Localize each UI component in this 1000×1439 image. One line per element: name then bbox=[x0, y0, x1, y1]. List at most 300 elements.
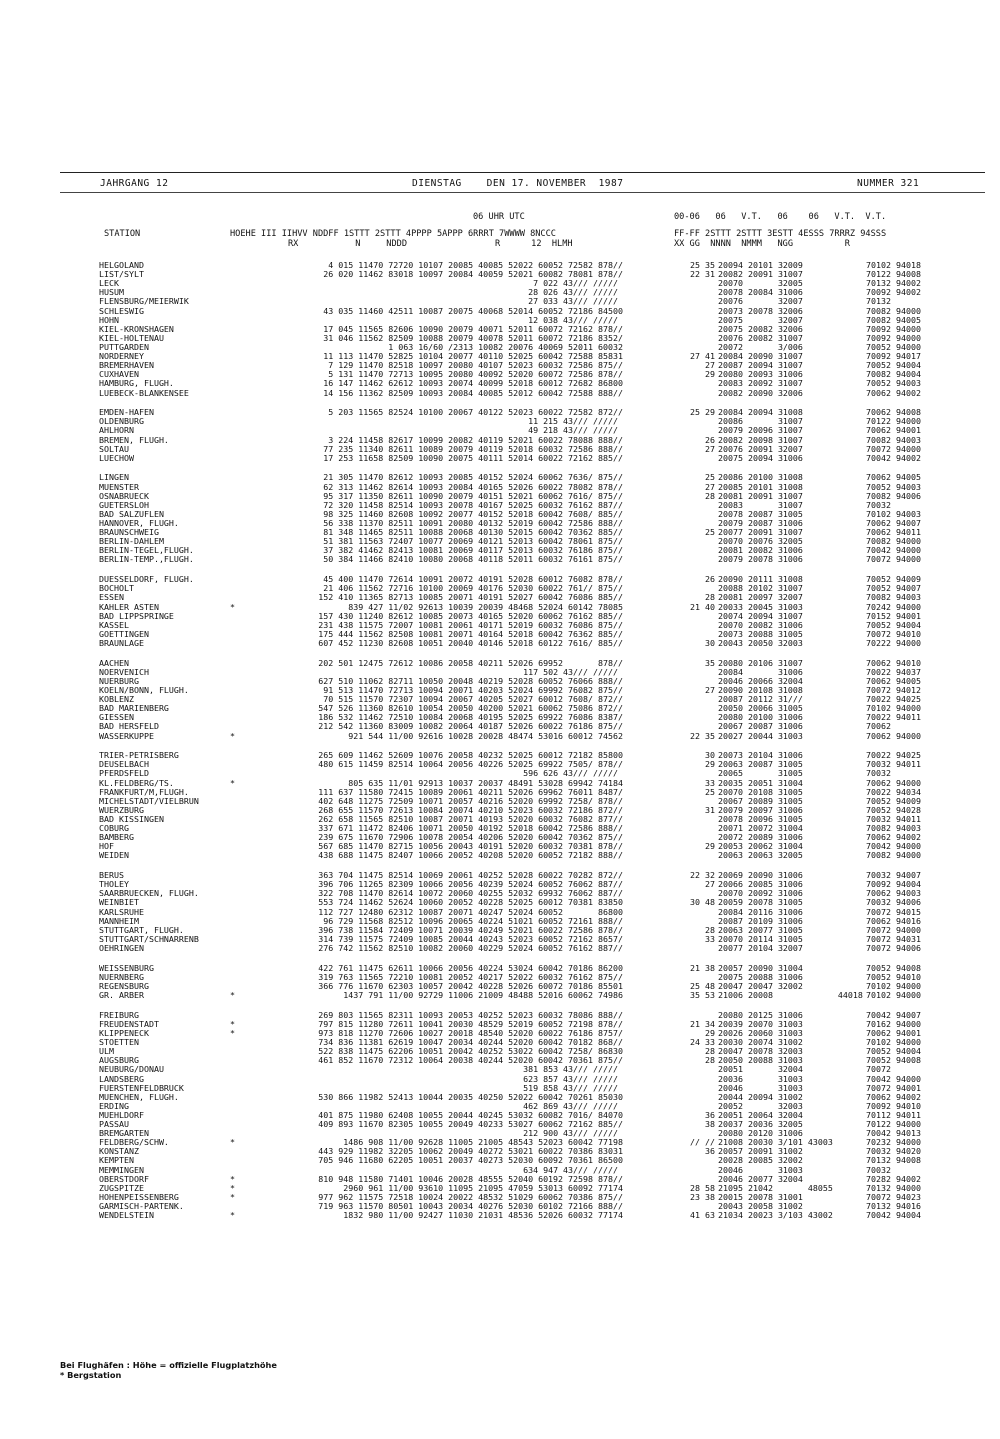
temperature-code: 20081 20097 32007 bbox=[718, 592, 803, 603]
main-observation-code: 1437 791 11/00 92729 11006 21009 48488 52016 60062 74986 bbox=[343, 990, 623, 1001]
top-rule bbox=[60, 172, 985, 173]
precip-snow-code: 70032 94011 bbox=[866, 759, 921, 770]
station-name: PASSAU bbox=[99, 1119, 129, 1130]
main-observation-code: 401 875 11980 62408 10055 20044 40245 53032 60082 7016/ 84070 bbox=[318, 1109, 623, 1120]
main-observation-code: 152 410 11365 82713 10085 20071 40191 52027 60042 76086 885// bbox=[318, 592, 623, 603]
main-observation-code: 567 685 11470 82715 10056 20043 40191 52020 60032 70381 878// bbox=[318, 841, 623, 852]
precip-snow-code: 70082 94006 bbox=[866, 490, 921, 501]
temperature-code: 20086 20100 31008 bbox=[718, 472, 803, 483]
temperature-code: 20083 20092 31007 bbox=[718, 378, 803, 389]
temperature-code: 20077 20104 32007 bbox=[718, 943, 803, 953]
gust-code: 28 bbox=[705, 1046, 715, 1057]
main-observation-code: 5 203 11565 82524 10100 20067 40122 52023 60022 72582 872// bbox=[328, 407, 623, 418]
precip-snow-code: 70042 94013 bbox=[866, 1128, 921, 1139]
precip-snow-code: 70062 94001 bbox=[866, 1027, 921, 1038]
gust-code: 28 bbox=[705, 924, 715, 935]
station-name: GOETTINGEN bbox=[99, 628, 149, 639]
temperature-code: 20052 32003 bbox=[718, 1100, 803, 1111]
temperature-code: 20030 20074 31002 bbox=[718, 1037, 803, 1048]
station-name: EMDEN-HAFEN bbox=[99, 407, 154, 418]
precip-snow-code: 70072 94012 bbox=[866, 684, 921, 695]
main-observation-code: 705 946 11680 62205 10051 20037 40273 52030 60092 70361 86500 bbox=[318, 1155, 623, 1166]
gust-code: 33 bbox=[705, 933, 715, 944]
precip-snow-code: 70052 94028 bbox=[866, 804, 921, 815]
temperature-code: 20070 20082 31006 bbox=[718, 619, 803, 630]
station-name: KIEL-KRONSHAGEN bbox=[99, 323, 174, 334]
station-name: HOHN bbox=[99, 314, 119, 325]
station-name: FRANKFURT/M,FLUGH. bbox=[99, 786, 189, 797]
main-observation-code: 337 671 11472 82406 10071 20050 40192 52018 60042 72586 888// bbox=[318, 823, 623, 834]
issue-number: NUMMER 321 bbox=[857, 178, 920, 189]
station-name: BREMGARTEN bbox=[99, 1128, 149, 1139]
temperature-code: 20047 20047 32002 bbox=[718, 980, 803, 991]
precip-snow-code: 70082 94003 bbox=[866, 592, 921, 603]
temperature-code: 20053 20062 31004 bbox=[718, 841, 803, 852]
main-observation-code: 212 542 11360 83009 10082 20064 40187 52026 60022 76186 875// bbox=[318, 721, 623, 732]
main-observation-code: 91 513 11470 72713 10094 20071 40203 52024 69992 76082 875// bbox=[323, 684, 623, 695]
station-row bbox=[60, 307, 985, 316]
temperature-code: 20070 20092 31006 bbox=[718, 888, 803, 899]
temperature-code: 20078 20096 31005 bbox=[718, 813, 803, 824]
precip-snow-code: 70062 94002 bbox=[866, 387, 921, 398]
main-observation-code: 596 626 43/// ///// bbox=[523, 768, 623, 779]
temperature-code: 20070 32005 bbox=[718, 278, 803, 289]
precip-snow-code: 70072 94000 bbox=[866, 924, 921, 935]
precip-snow-code: 70052 94008 bbox=[866, 962, 921, 973]
station-group bbox=[60, 473, 985, 564]
temperature-code: 20075 20082 32006 bbox=[718, 323, 803, 334]
temperature-code: 20067 20089 31005 bbox=[718, 795, 803, 806]
temperature-code: 20072 20089 31006 bbox=[718, 832, 803, 843]
station-group bbox=[60, 575, 985, 648]
main-observation-code: 72 320 11458 82514 10093 20078 40167 52025 60032 76162 887// bbox=[323, 499, 623, 510]
main-observation-code: 519 858 43/// ///// bbox=[523, 1082, 623, 1093]
main-observation-code: 319 763 11565 72210 10081 20052 40217 52022 60032 76162 875// bbox=[318, 971, 623, 982]
station-name: LINGEN bbox=[99, 472, 129, 483]
station-row bbox=[60, 639, 985, 648]
precip-snow-code: 70062 94011 bbox=[866, 527, 921, 538]
main-observation-code: 461 852 11670 72312 10064 20038 40244 52020 60042 70361 875// bbox=[318, 1055, 623, 1066]
temperature-code: 20080 20106 31007 bbox=[718, 657, 803, 668]
precip-snow-code: 70072 94015 bbox=[866, 906, 921, 917]
gust-code: 30 bbox=[705, 637, 715, 648]
main-code-heading: HOEHE III IIHVV NDDFF 1STTT 2STTT 4PPPP 5APPP 6RRRT 7WWWW 8NCCC bbox=[230, 229, 556, 239]
precip-snow-code: 70062 94000 bbox=[866, 777, 921, 788]
temperature-code: 20059 20078 31005 bbox=[718, 897, 803, 908]
main-observation-code: 11 113 11470 52825 10104 20077 40110 52025 60042 72588 85831 bbox=[323, 351, 623, 362]
main-observation-code: 239 675 11670 72906 10078 20054 40206 52020 60042 70362 875// bbox=[318, 832, 623, 843]
precip-snow-code: 70072 94010 bbox=[866, 628, 921, 639]
station-row bbox=[60, 417, 985, 426]
temperature-code: 20084 20116 31006 bbox=[718, 906, 803, 917]
temperature-code: 20075 20088 31006 bbox=[718, 971, 803, 982]
station-name: BRAUNSCHWEIG bbox=[99, 527, 159, 538]
precip-snow-code: 70042 94000 bbox=[866, 545, 921, 556]
temperature-code: 20087 20112 31/// bbox=[718, 694, 803, 705]
station-name: THOLEY bbox=[99, 879, 129, 890]
gust-code: 29 bbox=[705, 1027, 715, 1038]
main-observation-code: 202 501 12475 72612 10086 20058 40211 52026 69952 878// bbox=[318, 657, 623, 668]
temperature-code: 20080 20125 31006 bbox=[718, 1009, 803, 1020]
main-observation-code: 363 704 11475 82514 10069 20061 40252 52028 60022 70282 872// bbox=[318, 870, 623, 881]
station-row bbox=[60, 288, 985, 297]
jahrgang-label: JAHRGANG 12 bbox=[100, 178, 169, 189]
gust-code: 27 bbox=[705, 481, 715, 492]
temperature-code: 20087 20094 31007 bbox=[718, 360, 803, 371]
station-name: BERLIN-TEMP.,FLUGH. bbox=[99, 554, 194, 565]
gust-code: 27 bbox=[705, 879, 715, 890]
main-observation-code: 17 253 11658 82509 10090 20075 40111 52014 60022 72162 885// bbox=[323, 452, 623, 463]
station-name: OEHRINGEN bbox=[99, 943, 144, 953]
main-observation-code: 49 218 43/// ///// bbox=[528, 425, 623, 436]
gust-code: 28 bbox=[705, 490, 715, 501]
station-row bbox=[60, 991, 985, 1000]
precip-snow-code: 70032 94011 bbox=[866, 813, 921, 824]
precip-snow-code: 70052 94004 bbox=[866, 1046, 921, 1057]
temperature-code: 20070 20114 31005 bbox=[718, 933, 803, 944]
temperature-code: 20073 20078 32006 bbox=[718, 305, 803, 316]
temperature-code: 20075 20094 31006 bbox=[718, 452, 803, 463]
temperature-code: 20063 20087 31005 bbox=[718, 759, 803, 770]
gust-code: 22 31 bbox=[690, 269, 715, 280]
footnote-airport-height: Bei Flughäfen : Höhe = offizielle Flugplatzhöhe bbox=[60, 1360, 277, 1370]
gust-code: 31 bbox=[705, 804, 715, 815]
precip-snow-code: 70092 94000 bbox=[866, 332, 921, 343]
temperature-code: 20077 20091 31007 bbox=[718, 527, 803, 538]
main-observation-code: 462 869 43/// ///// bbox=[523, 1100, 623, 1111]
main-observation-code: 117 502 43/// ///// bbox=[523, 666, 623, 677]
precip-snow-code: 70062 94002 bbox=[866, 832, 921, 843]
temperature-code: 20015 20078 31001 bbox=[718, 1191, 803, 1202]
temperature-code: 21095 21042 48055 bbox=[718, 1182, 833, 1193]
main-observation-code: 409 893 11670 82305 10055 20049 40233 53027 60062 72162 885// bbox=[318, 1119, 623, 1130]
gust-code: 25 29 bbox=[690, 407, 715, 418]
station-name: MANNHEIM bbox=[99, 915, 139, 926]
temperature-code: 20079 20078 31006 bbox=[718, 554, 803, 565]
station-name: MUENSTER bbox=[99, 481, 139, 492]
station-name: AACHEN bbox=[99, 657, 129, 668]
temperature-code: 20037 20036 32005 bbox=[718, 1119, 803, 1130]
temperature-code: 21034 20023 3/103 43002 bbox=[718, 1210, 833, 1221]
station-row bbox=[60, 279, 985, 288]
precip-snow-code: 70072 94000 bbox=[866, 443, 921, 454]
precip-snow-code: 70102 94018 bbox=[866, 260, 921, 270]
precip-snow-code: 70082 94004 bbox=[866, 369, 921, 380]
temperature-code: 20069 20090 31006 bbox=[718, 870, 803, 881]
precip-snow-code: 70122 94000 bbox=[866, 1119, 921, 1130]
main-observation-code: 21 406 11562 72716 10100 20069 40176 52030 60022 761// 875// bbox=[323, 583, 623, 594]
station-name: WEIDEN bbox=[99, 850, 129, 861]
station-name: FREUDENSTADT bbox=[99, 1018, 159, 1029]
temperature-code: 20078 20087 31005 bbox=[718, 508, 803, 519]
precip-snow-code: 70062 94001 bbox=[866, 425, 921, 436]
main-observation-code: 70 515 11570 72307 10094 20067 40205 52027 60012 7608/ 872// bbox=[323, 694, 623, 705]
station-name: STUTTGART, FLUGH. bbox=[99, 924, 184, 935]
temperature-code: 20035 20051 31004 bbox=[718, 777, 803, 788]
station-name: MICHELSTADT/VIELBRUN bbox=[99, 795, 199, 806]
precip-snow-code: 70102 94000 bbox=[866, 990, 921, 1001]
main-observation-code: 734 836 11381 62619 10047 20034 40244 52020 60042 70182 868// bbox=[318, 1037, 623, 1048]
precip-snow-code: 70052 94010 bbox=[866, 971, 921, 982]
main-observation-code: 96 729 11568 82512 10096 20065 40224 51021 60052 72161 888// bbox=[323, 915, 623, 926]
main-observation-code: 77 235 11340 82611 10089 20079 40119 52018 60032 72586 888// bbox=[323, 443, 623, 454]
temperature-code: 20082 20091 31007 bbox=[718, 269, 803, 280]
mountain-station-mark: * bbox=[230, 1018, 235, 1029]
gust-code: 25 bbox=[705, 472, 715, 483]
precip-snow-code: 70062 94008 bbox=[866, 407, 921, 418]
gust-code: 38 bbox=[705, 1119, 715, 1130]
temperature-code: 20070 20076 32005 bbox=[718, 536, 803, 547]
station-name: WENDELSTEIN bbox=[99, 1210, 154, 1221]
station-name: LECK bbox=[99, 278, 119, 289]
mountain-station-mark: * bbox=[230, 990, 235, 1001]
precip-snow-code: 70042 94002 bbox=[866, 452, 921, 463]
station-name: HAMBURG, FLUGH. bbox=[99, 378, 174, 389]
gust-code: 29 bbox=[705, 369, 715, 380]
station-name: BERLIN-DAHLEM bbox=[99, 536, 164, 547]
station-name: KIEL-HOLTENAU bbox=[99, 332, 164, 343]
station-row bbox=[60, 408, 985, 417]
precip-snow-code: 70042 94000 bbox=[866, 841, 921, 852]
mountain-station-mark: * bbox=[230, 1137, 235, 1148]
station-name: BERLIN-TEGEL,FLUGH. bbox=[99, 545, 194, 556]
precip-snow-code: 70102 94000 bbox=[866, 980, 921, 991]
precip-snow-code: 70082 94003 bbox=[866, 823, 921, 834]
precip-snow-code: 70032 bbox=[866, 1164, 891, 1175]
precip-snow-code: 70082 94000 bbox=[866, 305, 921, 316]
main-observation-code: 17 045 11565 82606 10090 20079 40071 52011 60072 72162 878// bbox=[323, 323, 623, 334]
station-name: BAD SALZUFLEN bbox=[99, 508, 164, 519]
main-observation-code: 977 962 11575 72518 10024 20022 48532 51029 60062 70386 875// bbox=[318, 1191, 623, 1202]
mountain-station-mark: * bbox=[230, 1191, 235, 1202]
precip-snow-code: 70052 94000 bbox=[866, 341, 921, 352]
main-observation-code: 2960 961 11/00 93610 11095 21095 47059 53013 60092 77174 bbox=[343, 1182, 623, 1193]
main-observation-code: 50 384 11466 82410 10080 20068 40118 52011 60032 76161 875// bbox=[323, 554, 623, 565]
main-observation-code: 81 348 11465 82511 10088 20068 40130 52015 60042 70362 885// bbox=[323, 527, 623, 538]
temperature-code: 20090 20108 31008 bbox=[718, 684, 803, 695]
temperature-code: 20076 20082 31007 bbox=[718, 332, 803, 343]
main-observation-code: 4 015 11470 72720 10107 20085 40085 52022 60052 72582 878// bbox=[328, 260, 623, 270]
mountain-station-mark: * bbox=[230, 1210, 235, 1221]
station-group bbox=[60, 261, 985, 398]
station-row bbox=[60, 555, 985, 564]
main-observation-code: 396 738 11584 72409 10071 20039 40249 52021 60022 72586 878// bbox=[318, 924, 623, 935]
station-group bbox=[60, 964, 985, 1000]
station-name: COBURG bbox=[99, 823, 129, 834]
report-date: DIENSTAG DEN 17. NOVEMBER 1987 bbox=[412, 178, 624, 189]
temperature-code: 20084 31006 bbox=[718, 666, 803, 677]
main-observation-code: 21 305 11470 82612 10093 20085 40152 52024 60062 7636/ 875// bbox=[323, 472, 623, 483]
precip-snow-code: 70042 94007 bbox=[866, 1009, 921, 1020]
station-name: MEMMINGEN bbox=[99, 1164, 144, 1175]
precip-snow-code: 70092 94002 bbox=[866, 287, 921, 298]
precip-snow-code: 70072 94001 bbox=[866, 1082, 921, 1093]
mountain-station-mark: * bbox=[230, 1027, 235, 1038]
precip-snow-code: 70062 94002 bbox=[866, 1091, 921, 1102]
precip-snow-code: 70052 94009 bbox=[866, 574, 921, 585]
temperature-code: 20033 20045 31003 bbox=[718, 601, 803, 612]
precip-snow-code: 70102 94003 bbox=[866, 508, 921, 519]
gust-code: 33 bbox=[705, 777, 715, 788]
station-name: OLDENBURG bbox=[99, 416, 144, 427]
main-observation-code: 443 929 11982 32205 10062 20049 40272 53021 60022 70386 83031 bbox=[318, 1146, 623, 1157]
precip-snow-code: 70132 94000 bbox=[866, 1182, 921, 1193]
temperature-code: 20080 20100 31006 bbox=[718, 712, 803, 723]
precip-snow-code: 70092 94000 bbox=[866, 323, 921, 334]
temperature-code: 20051 20064 32004 bbox=[718, 1109, 803, 1120]
station-name: ULM bbox=[99, 1046, 114, 1057]
main-observation-code: 212 900 43/// ///// bbox=[523, 1128, 623, 1139]
gust-code: 30 bbox=[705, 750, 715, 761]
main-observation-code: 381 853 43/// ///// bbox=[523, 1064, 623, 1075]
gust-code: 26 bbox=[705, 434, 715, 445]
station-name: GR. ARBER bbox=[99, 990, 144, 1001]
station-name: KARLSRUHE bbox=[99, 906, 144, 917]
main-observation-code: 175 444 11562 82508 10081 20071 40164 52018 60042 76362 885// bbox=[318, 628, 623, 639]
temperature-code: 20057 20091 31002 bbox=[718, 1146, 803, 1157]
precip-snow-code: 70132 94002 bbox=[866, 278, 921, 289]
temperature-code: 20028 20085 32002 bbox=[718, 1155, 803, 1166]
gust-code: 22 35 bbox=[690, 730, 715, 741]
station-name: SCHLESWIG bbox=[99, 305, 144, 316]
precip-snow-code: 70062 94016 bbox=[866, 915, 921, 926]
precip-snow-code: 70062 94005 bbox=[866, 472, 921, 483]
temperature-code: 20074 20094 31007 bbox=[718, 610, 803, 621]
station-name: KLIPPENECK bbox=[99, 1027, 149, 1038]
main-observation-code: 1 063 16/60 /2313 10082 20076 40069 52011 60032 bbox=[388, 341, 623, 352]
station-name: GUETERSLOH bbox=[99, 499, 149, 510]
gust-code: // // bbox=[690, 1137, 715, 1148]
temperature-code: 20067 20087 31006 bbox=[718, 721, 803, 732]
temperature-code: 20044 20094 31002 bbox=[718, 1091, 803, 1102]
precip-snow-code: 70072 94006 bbox=[866, 943, 921, 953]
temperature-code: 20079 20097 31006 bbox=[718, 804, 803, 815]
precip-snow-code: 70112 94011 bbox=[866, 1109, 921, 1120]
station-name: PFERDSFELD bbox=[99, 768, 149, 779]
temperature-code: 20079 20096 31007 bbox=[718, 425, 803, 436]
main-observation-code: 5 131 11470 72713 10095 20080 40092 52020 60072 72586 878// bbox=[328, 369, 623, 380]
precip-snow-code: 70102 94000 bbox=[866, 1037, 921, 1048]
precip-snow-code: 70072 94031 bbox=[866, 933, 921, 944]
main-observation-code: 12 038 43/// ///// bbox=[528, 314, 623, 325]
precip-snow-code: 70052 94004 bbox=[866, 619, 921, 630]
temperature-code: 20047 20078 32003 bbox=[718, 1046, 803, 1057]
main-observation-code: 553 724 11462 52624 10060 20052 40228 52025 60012 70381 83850 bbox=[318, 897, 623, 908]
temperature-code: 20082 20098 31007 bbox=[718, 434, 803, 445]
main-observation-code: 366 776 11670 62303 10057 20042 40228 52026 60072 70186 85501 bbox=[318, 980, 623, 991]
station-name: REGENSBURG bbox=[99, 980, 149, 991]
main-code-subheading: RX N NDDD R 12 HLMH bbox=[288, 239, 573, 249]
main-observation-code: 26 020 11462 83018 10097 20084 40059 52021 60082 78081 878// bbox=[323, 269, 623, 280]
station-row bbox=[60, 389, 985, 398]
temperature-code: 20046 20077 32004 bbox=[718, 1173, 803, 1184]
main-observation-code: 438 688 11475 82407 10066 20052 40208 52020 60052 72182 888// bbox=[318, 850, 623, 861]
main-observation-code: 43 035 11460 42511 10087 20075 40068 52014 60052 72186 84500 bbox=[323, 305, 623, 316]
temperature-code: 20071 20072 31004 bbox=[718, 823, 803, 834]
precip-snow-code: 70022 94025 bbox=[866, 750, 921, 761]
temperature-code: 20081 20082 31006 bbox=[718, 545, 803, 556]
gust-code: 27 bbox=[705, 684, 715, 695]
precip-snow-code: 70032 bbox=[866, 499, 891, 510]
station-row bbox=[60, 1211, 985, 1220]
precip-snow-code: 70022 94025 bbox=[866, 694, 921, 705]
gust-code: 26 bbox=[705, 574, 715, 585]
main-observation-code: 11 215 43/// ///// bbox=[528, 416, 623, 427]
precip-snow-code: 70082 94000 bbox=[866, 536, 921, 547]
station-name: AUGSBURG bbox=[99, 1055, 139, 1066]
main-observation-code: 7 129 11470 82518 10097 20080 40107 52023 60032 72586 875// bbox=[328, 360, 623, 371]
precip-snow-code: 70052 94003 bbox=[866, 378, 921, 389]
station-name: LUEBECK-BLANKENSEE bbox=[99, 387, 189, 398]
temperature-code: 21006 20008 44018 bbox=[718, 990, 863, 1001]
station-name: HOHENPEISSENBERG bbox=[99, 1191, 179, 1202]
temperature-code: 20051 32004 bbox=[718, 1064, 803, 1075]
gust-code: 27 bbox=[705, 443, 715, 454]
gust-code: 36 bbox=[705, 1146, 715, 1157]
mountain-station-mark: * bbox=[230, 777, 235, 788]
station-table bbox=[60, 261, 985, 1231]
precip-snow-code: 70042 94004 bbox=[866, 1210, 921, 1221]
station-name: MUEHLDORF bbox=[99, 1109, 144, 1120]
station-name: DEUSELBACH bbox=[99, 759, 149, 770]
main-observation-code: 810 948 11580 71401 10046 20028 48555 52040 60192 72598 878// bbox=[318, 1173, 623, 1184]
precip-snow-code: 70072 bbox=[866, 1064, 891, 1075]
temperature-code: 20084 20090 31007 bbox=[718, 351, 803, 362]
main-observation-code: 921 544 11/00 92616 10028 20028 48474 53016 60012 74562 bbox=[348, 730, 623, 741]
station-row bbox=[60, 732, 985, 741]
precip-snow-code: 70032 94020 bbox=[866, 1146, 921, 1157]
main-observation-code: 396 706 11265 82309 10066 20056 40239 52024 60052 76062 887// bbox=[318, 879, 623, 890]
station-name: WEINBIET bbox=[99, 897, 139, 908]
gust-code: 25 48 bbox=[690, 980, 715, 991]
gust-code: 25 bbox=[705, 527, 715, 538]
station-name: KOELN/BONN, FLUGH. bbox=[99, 684, 189, 695]
right-code-subheading: XX GG NNNN NMMM NGG R bbox=[674, 239, 850, 249]
station-name: BERUS bbox=[99, 870, 124, 881]
precip-snow-code: 70052 94008 bbox=[866, 1055, 921, 1066]
station-name: LANDSBERG bbox=[99, 1073, 144, 1084]
station-name: STUTTGART/SCHNARRENB bbox=[99, 933, 199, 944]
station-group bbox=[60, 408, 985, 463]
main-observation-code: 1486 908 11/00 92628 11005 21005 48543 52023 60042 77198 bbox=[343, 1137, 623, 1148]
gust-code: 21 34 bbox=[690, 1018, 715, 1029]
precip-snow-code: 70082 94003 bbox=[866, 434, 921, 445]
precip-snow-code: 70092 94010 bbox=[866, 1100, 921, 1111]
temperature-code: 20063 20063 32005 bbox=[718, 850, 803, 861]
temperature-code: 20090 20111 31008 bbox=[718, 574, 803, 585]
station-row bbox=[60, 944, 985, 953]
station-name: BAD MARIENBERG bbox=[99, 703, 169, 714]
precip-snow-code: 70132 94008 bbox=[866, 1155, 921, 1166]
temperature-code: 20046 31003 bbox=[718, 1082, 803, 1093]
station-name: WASSERKUPPE bbox=[99, 730, 154, 741]
gust-code: 25 35 bbox=[690, 260, 715, 270]
main-observation-code: 839 427 11/02 92613 10039 20039 48468 52024 60142 78085 bbox=[348, 601, 623, 612]
precip-snow-code: 70152 94001 bbox=[866, 610, 921, 621]
precip-snow-code: 70032 bbox=[866, 768, 891, 779]
station-name: SOLTAU bbox=[99, 443, 129, 454]
gust-code: 35 bbox=[705, 657, 715, 668]
temperature-code: 20080 20120 31006 bbox=[718, 1128, 803, 1139]
temperature-code: 20043 20058 31002 bbox=[718, 1201, 803, 1212]
gust-code: 29 bbox=[705, 841, 715, 852]
precip-snow-code: 70022 94011 bbox=[866, 712, 921, 723]
station-name: NOERVENICH bbox=[99, 666, 149, 677]
station-name: FUERSTENFELDBRUCK bbox=[99, 1082, 184, 1093]
station-group bbox=[60, 659, 985, 741]
station-name: BREMEN, FLUGH. bbox=[99, 434, 169, 445]
footnotes bbox=[60, 1360, 277, 1380]
